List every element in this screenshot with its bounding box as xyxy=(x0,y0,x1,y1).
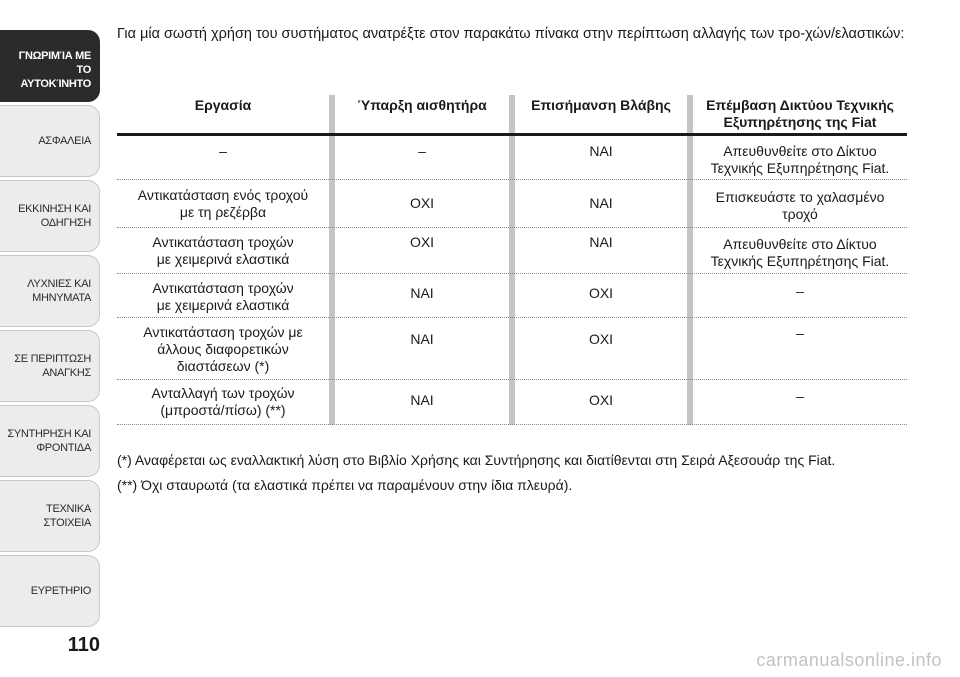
table-cell: – xyxy=(418,143,426,159)
table-cell: – xyxy=(796,283,804,299)
table-cell: – xyxy=(219,143,227,159)
table-cell: ΟΧΙ xyxy=(588,285,614,301)
table-cell: – xyxy=(796,388,804,404)
table-cell: ΝΑΙ xyxy=(410,331,434,347)
row-divider xyxy=(117,424,907,425)
table-cell: Αντικατάσταση τροχών με άλλους διαφορετικών διαστάσεων (*) xyxy=(143,324,303,374)
tab-starting-driving[interactable]: ΕΚΚΙΝΗΣΗ ΚΑΙ ΟΔΗΓΗΣΗ xyxy=(0,180,100,252)
table-cell: Αντικατάσταση τροχών με χειμερινά ελαστικά xyxy=(152,280,294,313)
row-divider xyxy=(117,379,907,380)
tab-index[interactable]: ΕΥΡΕΤΗΡΙΟ xyxy=(0,555,100,627)
table-cell: ΝΑΙ xyxy=(589,143,613,159)
tab-technical-data[interactable]: ΤΕΧΝΙΚΑ ΣΤΟΙΧΕΙΑ xyxy=(0,480,100,552)
header-service-network: Επέμβαση Δικτύου Τεχνικής Εξυπηρέτησης της Fiat xyxy=(706,97,894,130)
row-divider xyxy=(117,179,907,180)
table-cell: ΝΑΙ xyxy=(410,285,434,301)
table-cell: ΝΑΙ xyxy=(589,195,613,211)
table-cell: Αντικατάσταση τροχών με χειμερινά ελαστικά xyxy=(152,234,294,267)
table-cell: Απευθυνθείτε στο Δίκτυο Τεχνικής Εξυπηρέτησης Fiat. xyxy=(710,143,890,176)
table-cell: – xyxy=(796,325,804,341)
table-cell: Επισκευάστε το χαλασμένο τροχό xyxy=(715,189,885,222)
tab-getting-to-know-car[interactable]: ΓΝΩΡΙΜΊΑ ΜΕ ΤΟ ΑΥΤΟΚΊΝΗΤΟ xyxy=(0,30,100,102)
header-operation: Εργασία xyxy=(194,97,252,113)
table-cell: ΟΧΙ xyxy=(409,195,435,211)
footnotes xyxy=(117,452,907,502)
intro-paragraph: Για μία σωστή χρήση του συστήματος ανατρέξτε στον παρακάτω πίνακα στην περίπτωση αλλαγής των τρο-χών/ελαστικών: xyxy=(117,26,905,42)
table-cell: ΟΧΙ xyxy=(588,392,614,408)
row-divider xyxy=(117,273,907,274)
tab-safety[interactable]: ΑΣΦΑΛΕΙΑ xyxy=(0,105,100,177)
table-cell: ΝΑΙ xyxy=(410,392,434,408)
table-cell: Αντικατάσταση ενός τροχού με τη ρεζέρβα xyxy=(137,187,309,220)
tab-warning-lights[interactable]: ΛΥΧΝΙΕΣ ΚΑΙ ΜΗΝΥΜΑΤΑ xyxy=(0,255,100,327)
row-divider xyxy=(117,317,907,318)
header-fault-indication: Επισήμανση Βλάβης xyxy=(531,97,671,113)
header-rule xyxy=(117,133,907,136)
table-cell: Απευθυνθείτε στο Δίκτυο Τεχνικής Εξυπηρέτησης Fiat. xyxy=(710,236,890,269)
row-divider xyxy=(117,227,907,228)
footnote-not-crosswise: (**) Όχι σταυρωτά (τα ελαστικά πρέπει να παραμένουν στην ίδια πλευρά). xyxy=(117,477,573,493)
tab-emergency[interactable]: ΣΕ ΠΕΡΙΠΤΩΣΗ ΑΝΑΓΚΗΣ xyxy=(0,330,100,402)
footnote-alternative-solution: (*) Αναφέρεται ως εναλλακτική λύση στο Βιβλίο Χρήσης και Συντήρησης και διατίθενται στη Σειρά Αξεσουάρ της Fiat. xyxy=(117,452,836,468)
table-cell: ΝΑΙ xyxy=(589,234,613,250)
watermark: carmanualsonline.info xyxy=(756,650,942,670)
tab-maintenance[interactable]: ΣΥΝΤΗΡΗΣΗ ΚΑΙ ΦΡΟΝΤΙΔΑ xyxy=(0,405,100,477)
table-cell: Ανταλλαγή των τροχών (μπροστά/πίσω) (**) xyxy=(151,385,295,418)
table-cell: ΟΧΙ xyxy=(588,331,614,347)
page-number: 110 xyxy=(67,634,100,656)
header-sensor: Ύπαρξη αισθητήρα xyxy=(357,97,487,113)
table-cell: ΟΧΙ xyxy=(409,234,435,250)
tire-change-table xyxy=(117,95,907,425)
